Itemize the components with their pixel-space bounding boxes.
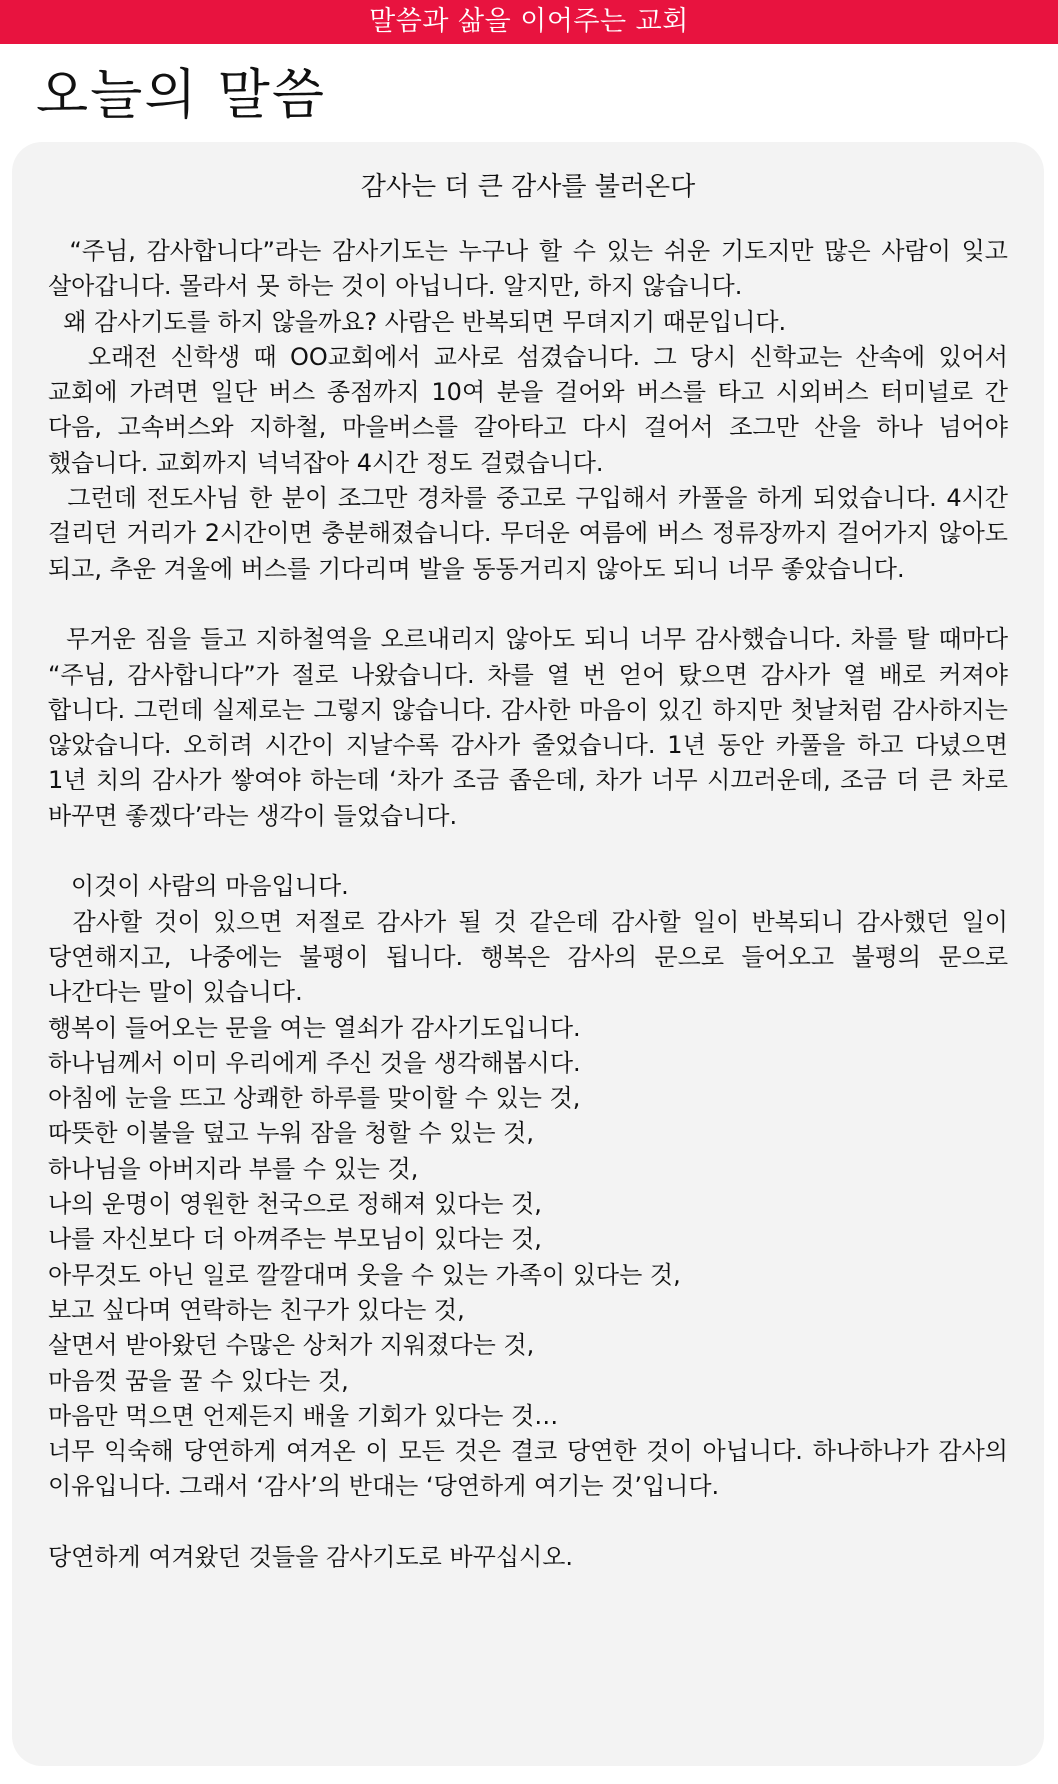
sermon-paragraph: 오래전 신학생 때 OO교회에서 교사로 섬겼습니다. 그 당시 신학교는 산속에 있어서 교회에 가려면 일단 버스 종점까지 10여 분을 걸어와 버스를 타고 시외버스 터미널로 간 다음, 고속버스와 지하철, 마을버스를 갈아타고 다시 걸어서 조그만 산을 하나 넘어야 했습니다. 교회까지 넉넉잡아 4시간 정도 걸렸습니다. <box>48 342 1016 477</box>
sermon-paragraph: 나의 운명이 영원한 천국으로 정해져 있다는 것, <box>48 1190 542 1219</box>
sermon-paragraph: 나를 자신보다 더 아껴주는 부모님이 있다는 것, <box>48 1225 542 1254</box>
sermon-paragraph: 당연하게 여겨왔던 것들을 감사기도로 바꾸십시오. <box>48 1542 574 1571</box>
sermon-title: 감사는 더 큰 감사를 불러온다 <box>360 172 696 202</box>
top-banner: 말씀과 삶을 이어주는 교회 <box>0 0 1058 44</box>
sermon-paragraph: 하나님을 아버지라 부를 수 있는 것, <box>48 1154 419 1183</box>
paragraph-spacer <box>48 834 1008 869</box>
sermon-body <box>48 234 1016 1575</box>
paragraph-spacer <box>48 1505 1008 1540</box>
sermon-paragraph: 보고 싶다며 연락하는 친구가 있다는 것, <box>48 1295 465 1324</box>
sermon-paragraph: 감사할 것이 있으면 저절로 감사가 될 것 같은데 감사할 일이 반복되니 감사했던 일이 당연해지고, 나중에는 불평이 됩니다. 행복은 감사의 문으로 들어오고 불평의 문으로 나간다는 말이 있습니다. <box>48 907 1016 1007</box>
page-title: 오늘의 말씀 <box>36 63 326 126</box>
sermon-paragraph: 행복이 들어오는 문을 여는 열쇠가 감사기도입니다. <box>48 1013 581 1042</box>
sermon-paragraph: 이것이 사람의 마음입니다. <box>48 872 349 901</box>
sermon-paragraph: 따뜻한 이불을 덮고 누워 잠을 청할 수 있는 것, <box>48 1119 534 1148</box>
sermon-paragraph: 무거운 짐을 들고 지하철역을 오르내리지 않아도 되니 너무 감사했습니다. 차를 탈 때마다 “주님, 감사합니다”가 절로 나왔습니다. 차를 열 번 얻어 탔으면 감사가 열 배로 커져야 합니다. 그런데 실제로는 그렇지 않습니다. 감사한 마음이 있긴 하지만 첫날처럼 감사하지는 않았습니다. 오히려 시간이 지날수록 감사가 줄었습니다. 1년 동안 카풀을 하고 다녔으면 1년 치의 감사가 쌓여야 하는데 ‘차가 조금 좁은데, 차가 너무 시끄러운데, 조금 더 큰 차로 바꾸면 좋겠다’라는 생각이 들었습니다. <box>48 625 1016 830</box>
sermon-paragraph: 왜 감사기도를 하지 않을까요? 사람은 반복되면 무뎌지기 때문입니다. <box>48 307 787 336</box>
sermon-paragraph: 너무 익숙해 당연하게 여겨온 이 모든 것은 결코 당연한 것이 아닙니다. 하나하나가 감사의 이유입니다. 그래서 ‘감사’의 반대는 ‘당연하게 여기는 것’입니다. <box>48 1437 1016 1501</box>
paragraph-spacer <box>48 587 1008 622</box>
sermon-paragraph: 마음만 먹으면 언제든지 배울 기회가 있다는 것… <box>48 1401 559 1430</box>
sermon-paragraph: 하나님께서 이미 우리에게 주신 것을 생각해봅시다. <box>48 1048 581 1077</box>
sermon-paragraph: 아무것도 아닌 일로 깔깔대며 웃을 수 있는 가족이 있다는 것, <box>48 1260 681 1289</box>
sermon-paragraph: 아침에 눈을 뜨고 상쾌한 하루를 맞이할 수 있는 것, <box>48 1084 581 1113</box>
sermon-paragraph: 마음껏 꿈을 꿀 수 있다는 것, <box>48 1366 349 1395</box>
sermon-paragraph: 그런데 전도사님 한 분이 조그만 경차를 중고로 구입해서 카풀을 하게 되었습니다. 4시간 걸리던 거리가 2시간이면 충분해졌습니다. 무더운 여름에 버스 정류장까지 걸어가지 않아도 되고, 추운 겨울에 버스를 기다리며 발을 동동거리지 않아도 되니 너무 좋았습니다. <box>48 484 1016 583</box>
sermon-card <box>12 142 1044 1766</box>
sermon-paragraph: “주님, 감사합니다”라는 감사기도는 누구나 할 수 있는 쉬운 기도지만 많은 사람이 잊고 살아갑니다. 몰라서 못 하는 것이 아닙니다. 알지만, 하지 않습니다. <box>48 237 1016 301</box>
sermon-paragraph: 살면서 받아왔던 수많은 상처가 지워졌다는 것, <box>48 1331 535 1360</box>
